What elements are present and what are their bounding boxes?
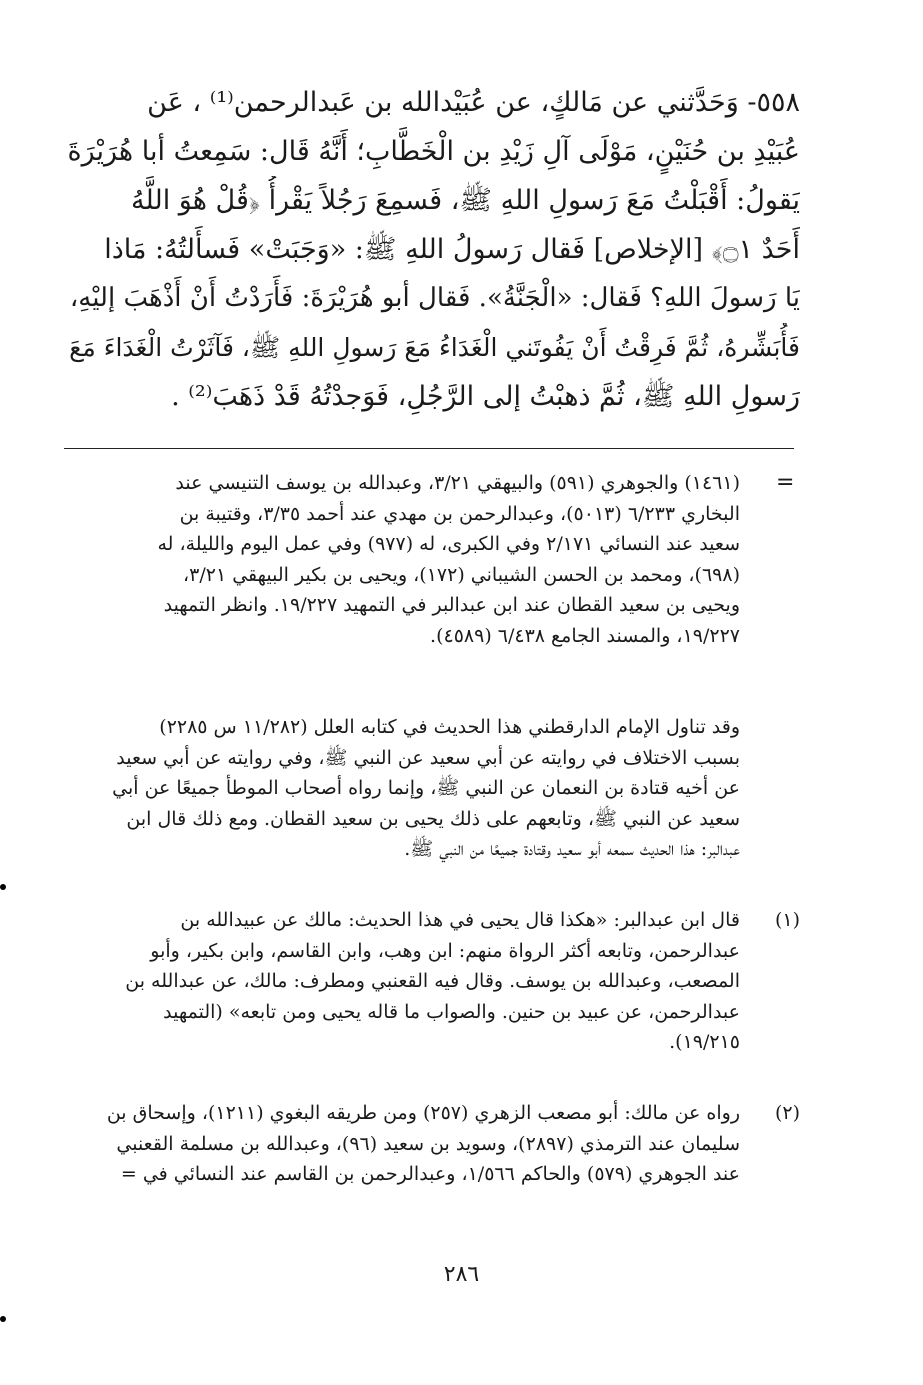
footnote-line: عبدالبر: هذا الحديث سمعه أبو سعيد وقتادة جميعًا من النبي ﷺ. (404, 838, 740, 860)
footnote-2-text (60, 1098, 740, 1190)
footnote-line: قال ابن عبدالبر: «هكذا قال يحيى في هذا الحديث: مالك عن عبيدالله بن (180, 909, 740, 931)
footnote-line: المصعب، وعبدالله بن يوسف. وقال فيه القعنبي ومطرف: مالك، عن عبدالله بن (125, 970, 740, 992)
hadith-line: يَقولُ: أَقْبَلْتُ مَعَ رَسولِ اللهِ ﷺ، فَسمِعَ رَجُلاً يَقْرأُ ﴿قُلْ هُوَ اللَّهُ (131, 185, 800, 216)
footnote-line: عند الجوهري (٥٧٩) والحاكم ١/٥٦٦، وعبدالرحمن بن القاسم عند النسائي في = (120, 1163, 740, 1185)
footnote-line: وقد تناول الإمام الدارقطني هذا الحديث في كتابه العلل (١١/٢٨٢ س ٢٢٨٥) (159, 716, 740, 738)
footnote-line: ١٩/٢٢٧، والمسند الجامع ٦/٤٣٨ (٤٥٨٩). (430, 624, 740, 647)
footnote-daraqutni-note (60, 712, 800, 865)
footnote-daraqutni-para (60, 712, 740, 865)
footnote-line: عبدالرحمن، وتابعه أكثر الرواة منهم: ابن وهب، وابن القاسم، وابن بكير، وأبو (150, 939, 740, 962)
hadith-line: ٥٥٨- وَحَدَّثني عن مَالكٍ، عن عُبَيْدالله بن عَبدالرحمن⁽¹⁾ ، عَن (147, 87, 800, 118)
footnote-1-text (60, 905, 740, 1058)
footnote-line: بسبب الاختلاف في روايته عن أبي سعيد عن النبي ﷺ، وفي روايته عن أبي سعيد (116, 746, 740, 769)
hadith-line: يَا رَسولَ اللهِ؟ فَقال: «الْجَنَّةُ». فَقال أبو هُرَيْرَةَ: فَأَرَدْتُ أَنْ أَذْهَبَ إليْهِ، (69, 283, 800, 313)
footnote-number: (١) (774, 909, 800, 931)
footnote-line: عبدالرحمن، عن عبيد بن حنين. والصواب ما قاله يحيى ومن تابعه» (التمهيد (163, 1000, 740, 1023)
footnote-2 (60, 1098, 800, 1190)
footnote-line: (١٤٦١) والجوهري (٥٩١) والبيهقي ٣/٢١، وعبدالله بن يوسف التنيسي عند (175, 472, 740, 494)
scan-mark (0, 1316, 6, 1322)
hadith-text (60, 78, 800, 421)
footnote-line: سليمان عند الترمذي (٢٨٩٧)، وسويد بن سعيد (٩٦)، وعبدالله بن مسلمة القعنبي (116, 1132, 740, 1155)
hadith-line: فَأُبَشِّرهُ، ثُمَّ فَرِقْتُ أَنْ يَفُوتَني الْغَدَاءُ مَعَ رَسولِ اللهِ ﷺ، فَآثَرْتُ الْغَدَاءَ مَعَ (69, 333, 800, 362)
footnote-1 (60, 905, 800, 1058)
footnote-line: ويحيى بن سعيد القطان عند ابن عبدالبر في التمهيد ١٩/٢٢٧. وانظر التمهيد (163, 594, 740, 616)
footnote-line: البخاري ٦/٢٣٣ (٥٠١٣)، وعبدالرحمن بن مهدي عند أحمد ٣/٣٥، وقتيبة بن (179, 502, 740, 525)
footnote-line: رواه عن مالك: أبو مصعب الزهري (٢٥٧) ومن طريقه البغوي (١٢١١)، وإسحاق بن (106, 1102, 740, 1124)
footnote-continuation (60, 468, 800, 651)
footnote-line: سعيد عن النبي ﷺ، وتابعهم على ذلك يحيى بن سعيد القطان. ومع ذلك قال ابن (126, 807, 740, 830)
footnote-line: سعيد عند النسائي ٢/١٧١ وفي الكبرى، له (٩٧٧) وفي عمل اليوم والليلة، له (157, 533, 740, 555)
footnote-divider (64, 448, 794, 449)
hadith-line: أَحَدٌ ۝١﴾ [الإخلاص] فَقال رَسولُ اللهِ ﷺ: «وَجَبَتْ» فَسأَلتُهُ: مَاذا (104, 234, 800, 265)
hadith-line: عُبَيْدِ بن حُنَيْنٍ، مَوْلَى آلِ زَيْدِ بن الْخَطَّابِ؛ أَنَّهُ قَال: سَمِعتُ أبا هُرَيْرَةَ (67, 136, 800, 167)
continuation-mark: = (776, 470, 795, 495)
footnote-continuation-para (60, 468, 740, 651)
footnote-number: (٢) (774, 1102, 800, 1124)
footnote-line: (٦٩٨)، ومحمد بن الحسن الشيباني (١٧٢)، ويحيى بن بكير البيهقي ٣/٢١، (183, 563, 740, 586)
scan-mark (0, 884, 6, 890)
footnote-line: ١٩/٢١٥). (669, 1031, 740, 1053)
footnote-line: عن أخيه قتادة بن النعمان عن النبي ﷺ، وإنما رواه أصحاب الموطأ جميعًا عن أبي (112, 777, 740, 799)
page-number: ٢٨٦ (443, 1262, 480, 1287)
hadith-line: رَسولِ اللهِ ﷺ، ثُمَّ ذهبْتُ إلى الرَّجُلِ، فَوَجدْتُهُ قَدْ ذَهَبَ⁽²⁾ . (171, 381, 800, 412)
